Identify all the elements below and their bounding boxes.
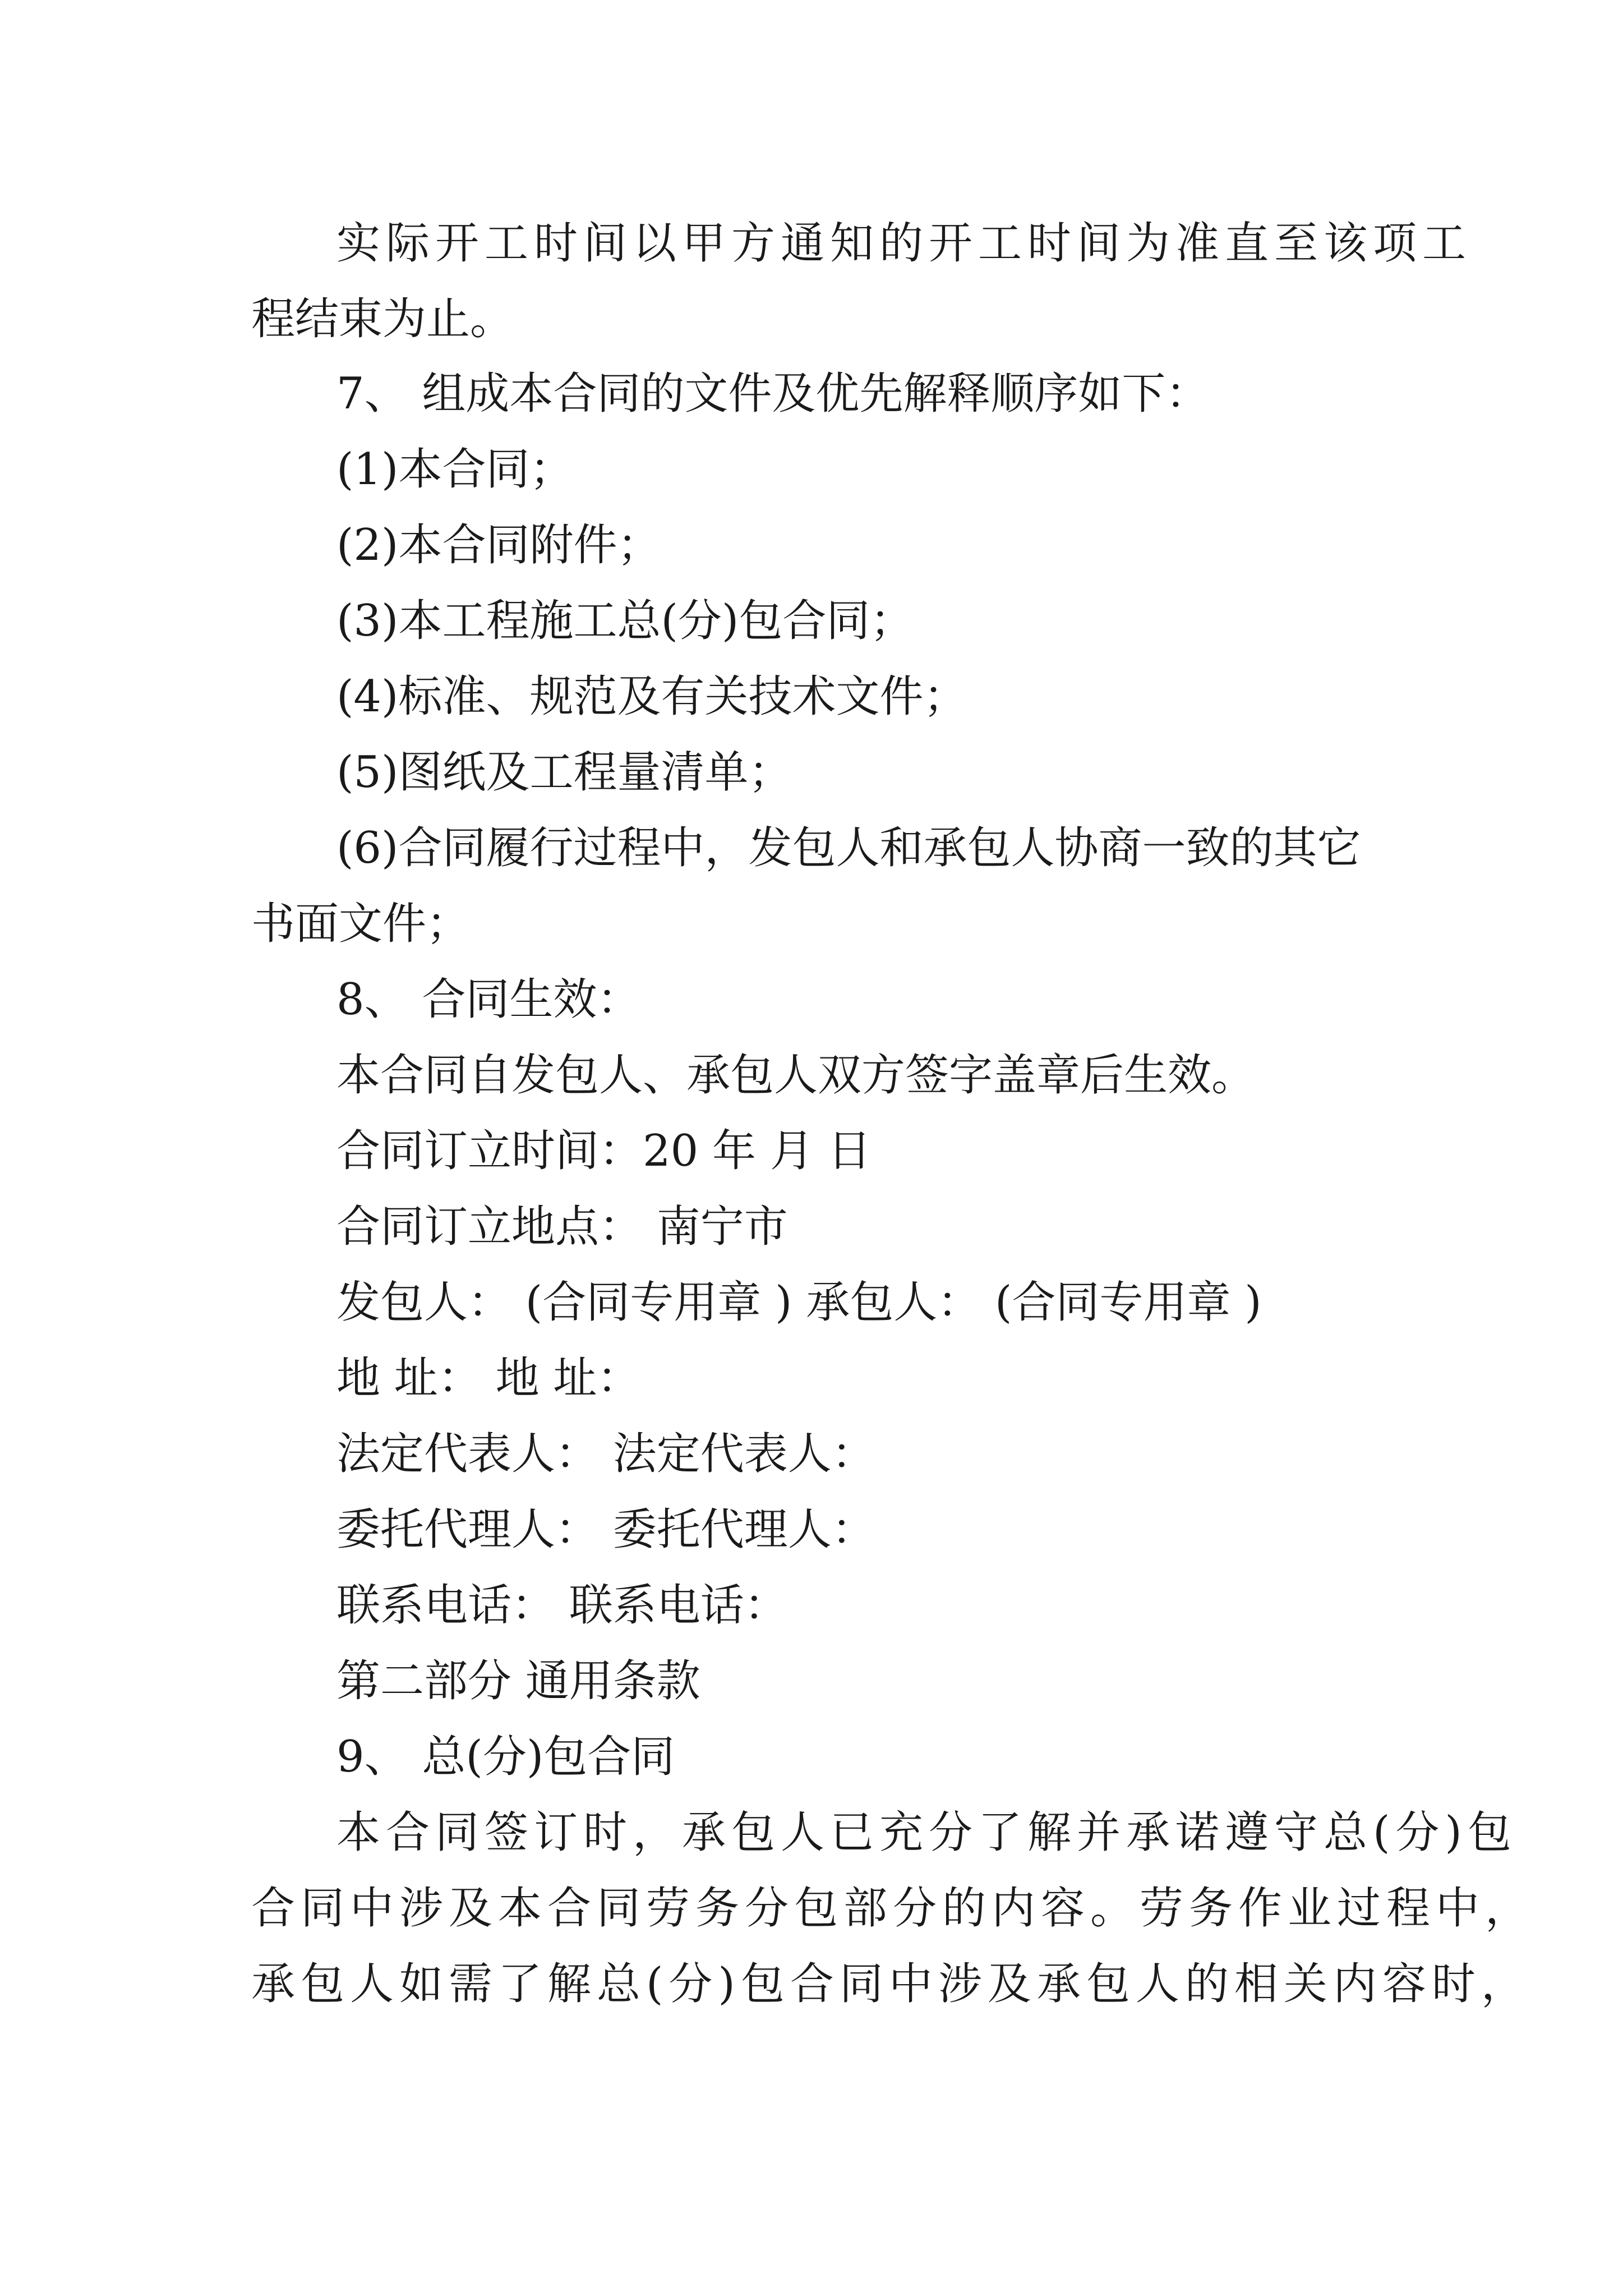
list-item: (2)本合同附件；: [336, 520, 661, 570]
paragraph-line: 本合同自发包人、承包人双方签字盖章后生效。: [336, 1050, 1256, 1101]
signature-address-line: 地 址： 地 址：: [336, 1353, 641, 1404]
list-item: (5)图纸及工程量清单；: [336, 747, 792, 798]
signature-phone-line: 联系电话： 联系电话：: [336, 1580, 788, 1631]
signature-agent-line: 委托代理人： 委托代理人：: [336, 1504, 875, 1555]
section-heading: 第二部分 通用条款: [336, 1656, 700, 1706]
paragraph-line: 本合同签订时，承包人已充分了解并承诺遵守总(分)包: [336, 1807, 1517, 1858]
list-item: (4)标准、规范及有关技术文件；: [336, 671, 967, 722]
signature-party-line: 发包人： (合同专用章 ) 承包人： (合同专用章 ): [336, 1277, 1262, 1328]
list-item: (3)本工程施工总(分)包合同；: [336, 596, 914, 646]
contract-date-line: 合同订立时间：20 年 月 日: [336, 1126, 872, 1176]
clause-heading: 7、 组成本合同的文件及优先解释顺序如下：: [336, 369, 1210, 419]
paragraph-line: 实际开工时间以甲方通知的开工时间为准直至该项工: [336, 218, 1472, 269]
paragraph-line: 承包人如需了解总(分)包合同中涉及承包人的相关内容时，: [251, 1959, 1530, 2009]
list-item-continuation: 书面文件；: [251, 899, 471, 949]
list-item: (6)合同履行过程中，发包人和承包人协商一致的其它: [336, 823, 1361, 873]
paragraph-line: 程结束为止。: [251, 294, 514, 344]
list-item: (1)本合同；: [336, 444, 574, 495]
clause-heading: 8、 合同生效：: [336, 974, 641, 1025]
clause-heading: 9、 总(分)包合同: [336, 1732, 675, 1782]
paragraph-line: 合同中涉及本合同劳务分包部分的内容。劳务作业过程中，: [251, 1883, 1535, 1934]
signature-representative-line: 法定代表人： 法定代表人：: [336, 1429, 875, 1479]
contract-place-line: 合同订立地点： 南宁市: [336, 1202, 788, 1252]
